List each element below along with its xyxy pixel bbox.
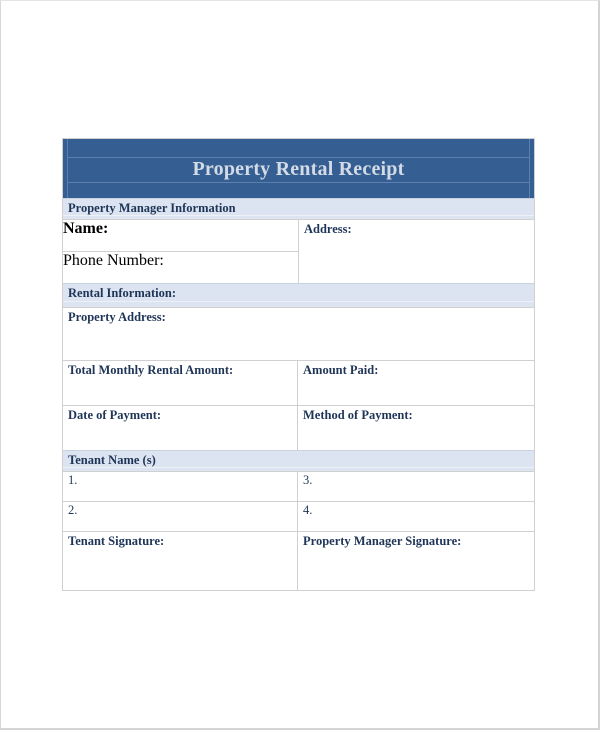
section-header-tenants bbox=[63, 450, 534, 471]
method-of-payment-field[interactable] bbox=[298, 406, 534, 450]
tenant-name-field-3[interactable] bbox=[298, 472, 534, 501]
field-label: Name: bbox=[63, 220, 109, 237]
tenant-row-1 bbox=[63, 471, 534, 501]
field-label: Phone Number: bbox=[63, 252, 164, 269]
section-title: Property Manager Information bbox=[68, 201, 236, 215]
manager-contact-group bbox=[63, 220, 299, 283]
section-header-manager bbox=[63, 198, 534, 219]
field-label: Address: bbox=[304, 222, 352, 236]
manager-info-row bbox=[63, 219, 534, 283]
date-of-payment-field[interactable] bbox=[63, 406, 298, 450]
slot-number: 2. bbox=[68, 503, 78, 517]
slot-number: 4. bbox=[303, 503, 313, 517]
total-monthly-rental-field[interactable] bbox=[63, 361, 298, 405]
field-label: Date of Payment: bbox=[68, 408, 162, 422]
payment-row bbox=[63, 405, 534, 450]
property-address-field[interactable] bbox=[63, 308, 534, 360]
tenant-name-field-1[interactable] bbox=[63, 472, 298, 501]
tenant-row-2 bbox=[63, 501, 534, 531]
manager-phone-field[interactable] bbox=[63, 251, 298, 283]
signature-row bbox=[63, 531, 534, 590]
field-label: Property Address: bbox=[68, 310, 166, 324]
rental-receipt-form bbox=[62, 138, 535, 591]
section-title: Rental Information: bbox=[68, 286, 176, 300]
slot-number: 1. bbox=[68, 473, 78, 487]
tenant-name-field-2[interactable] bbox=[63, 502, 298, 531]
banner-gridline bbox=[67, 182, 530, 183]
section-divider bbox=[63, 301, 534, 302]
manager-address-field[interactable] bbox=[299, 220, 534, 283]
amount-row bbox=[63, 360, 534, 405]
amount-paid-field[interactable] bbox=[298, 361, 534, 405]
tenant-name-field-4[interactable] bbox=[298, 502, 534, 531]
manager-signature-field[interactable] bbox=[298, 532, 534, 590]
manager-name-field[interactable] bbox=[63, 220, 298, 251]
page-title: Property Rental Receipt bbox=[192, 158, 405, 180]
property-address-row bbox=[63, 307, 534, 360]
title-banner bbox=[63, 139, 534, 198]
slot-number: 3. bbox=[303, 473, 313, 487]
section-header-rental bbox=[63, 283, 534, 307]
field-label: Method of Payment: bbox=[303, 408, 413, 422]
field-label: Property Manager Signature: bbox=[303, 534, 462, 548]
field-label: Amount Paid: bbox=[303, 363, 379, 377]
field-label: Tenant Signature: bbox=[68, 534, 165, 548]
field-label: Total Monthly Rental Amount: bbox=[68, 363, 234, 377]
tenant-signature-field[interactable] bbox=[63, 532, 298, 590]
section-title: Tenant Name (s) bbox=[68, 453, 156, 467]
